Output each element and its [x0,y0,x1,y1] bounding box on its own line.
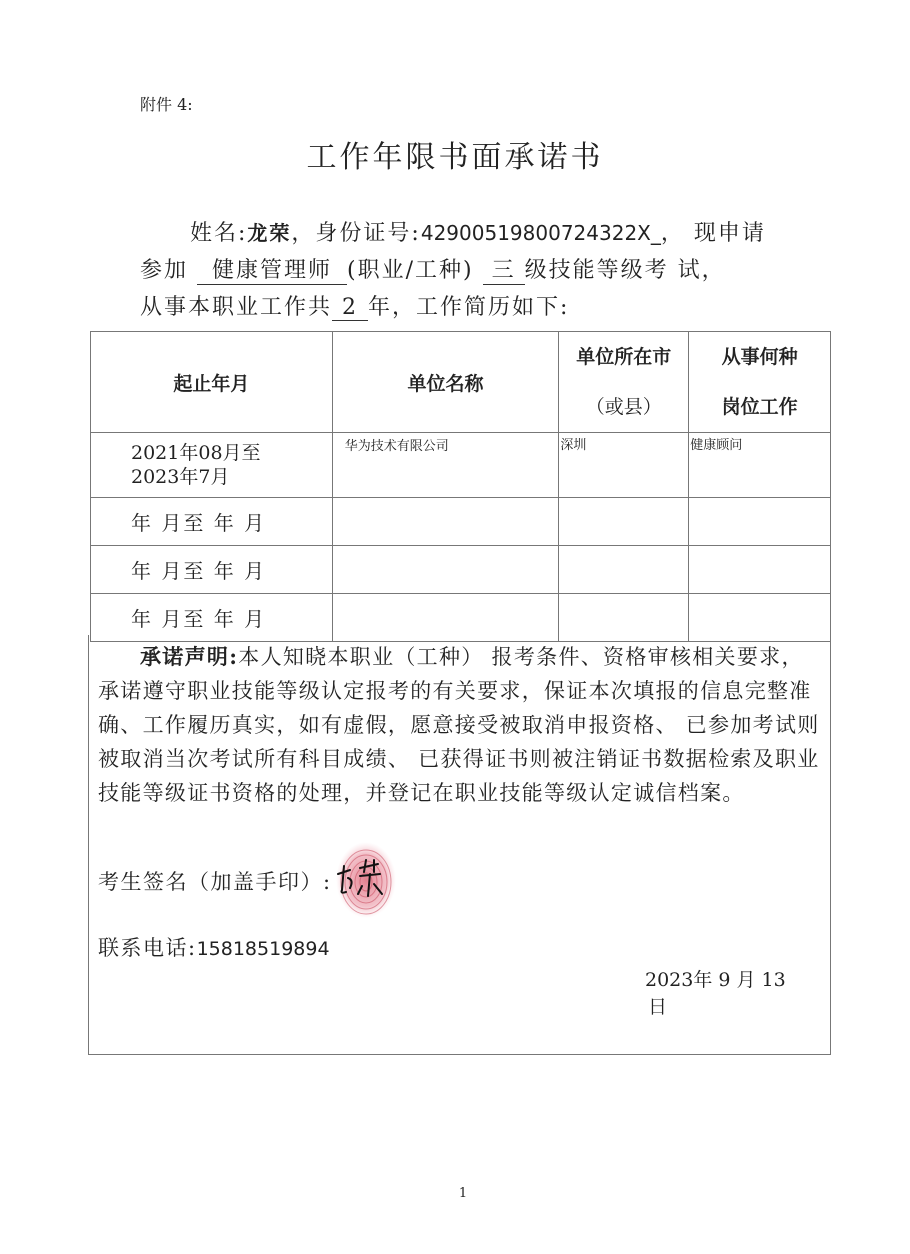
signature-label: 考生签名（加盖手印）: [98,870,332,894]
participate-label: 参加 [140,258,189,283]
row2-city [559,498,689,546]
row3-city [559,546,689,594]
table-row [91,546,831,594]
header-city [559,332,689,433]
header-position-line1: 从事何种 [721,346,798,368]
name-label: 姓名: [190,221,248,246]
row1-period [91,433,333,498]
row3-unit [332,546,559,594]
table-row [91,433,831,498]
row3-period: 年 月至 年 月 [91,546,333,594]
row2-position [689,498,831,546]
row4-period: 年 月至 年 月 [91,594,333,642]
contact-line [98,932,330,962]
header-period: 起止年月 [91,332,333,433]
phone-number: 15818519894 [196,938,330,960]
row1-period-line1: 2021年08月至 [131,442,261,464]
row1-city: 深圳 [559,433,689,498]
row1-position: 健康顾问 [689,433,831,498]
declaration-label: 承诺声明: [140,644,239,669]
declaration-paragraph [98,640,820,810]
table-row [91,498,831,546]
occupation-suffix: (职业/工种) [347,258,474,283]
header-city-line1: 单位所在市 [576,346,672,368]
occupation-field: 健康管理师 [197,253,347,285]
id-label: ，身份证号: [291,221,421,246]
date-line-2: 日 [648,996,668,1018]
intro-line-2 [140,253,726,285]
header-unit-name: 单位名称 [332,332,559,433]
intro-line-3 [140,290,569,321]
id-number: 42900519800724322X_ [420,221,661,245]
level-suffix: 级技能等级考 试， [524,258,726,283]
row3-position [689,546,831,594]
header-city-line2: （或县） [585,396,662,418]
document-title: 工作年限书面承诺书 [306,140,604,175]
phone-label: 联系电话: [98,936,197,960]
work-history-table [90,331,831,642]
header-position [689,332,831,433]
attachment-label: 附件 4: [140,95,193,114]
intro-line-1 [190,216,766,247]
apply-text: ， 现申请 [660,221,766,246]
table-header-row [91,332,831,433]
row2-period: 年 月至 年 月 [91,498,333,546]
years-field: 2 [332,295,368,321]
date-line-1: 2023年 9 月 13 [645,969,786,991]
applicant-name: 龙荣 [247,221,292,245]
page-number: 1 [458,1186,468,1201]
row1-period-line2: 2023年7月 [131,466,230,488]
row2-unit [332,498,559,546]
header-position-line2: 岗位工作 [721,396,798,418]
fingerprint-signature-image [330,838,400,920]
row1-unit: 华为技术有限公司 [332,433,559,498]
engage-prefix: 从事本职业工作共 [140,295,333,320]
declaration-text: 本人知晓本职业（工种） 报考条件、资格审核相关要求，承诺遵守职业技能等级认定报考的有关要求，保证本次填报的信息完整准确、工作履历真实，如有虚假，愿意接受被取消申报资格、 已参加考试则被取消当次考试所有科目成绩、 已获得证书则被注销证书数据检索及职业技能等级证书资格的处理，并登记在职业技能等级认定诚信档案。 [98,645,820,805]
level-field: 三 [483,253,525,285]
engage-suffix: 年，工作简历如下: [368,295,570,320]
